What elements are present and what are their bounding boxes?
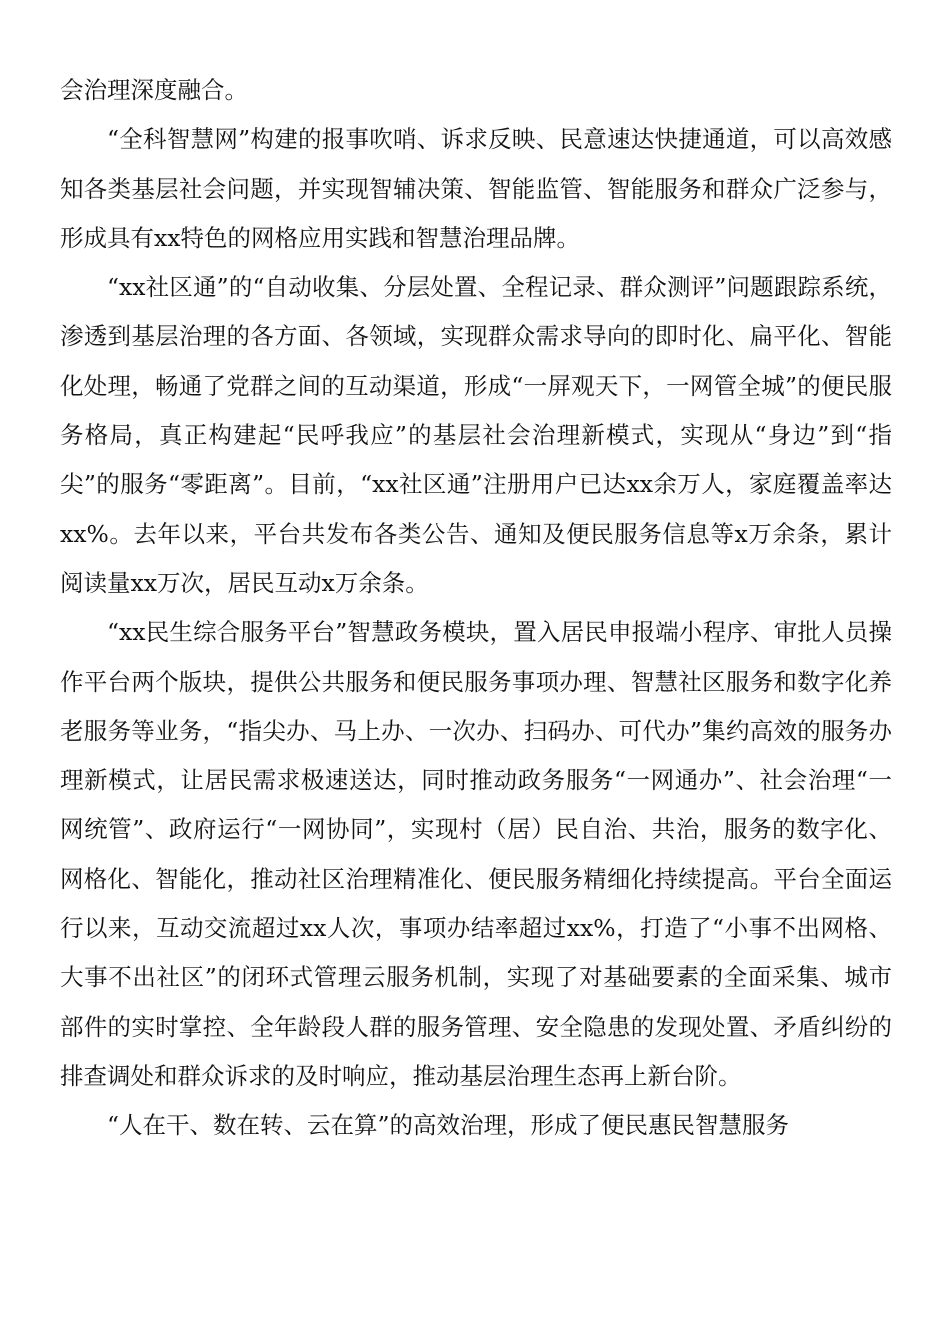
paragraph-service-platform: “xx民生综合服务平台”智慧政务模块，置入居民申报端小程序、审批人员操作平台两个版块，提供公共服务和便民服务事项办理、智慧社区服务和数字化养老服务等业务，“指尖办、马上办、一次办、扫码办、可代办”集约高效的服务办理新模式，让居民需求极速送达，同时推动政务服务“一网通办”、社会治理“一网统管”、政府运行“一网协同”，实现村（居）民自治、共治，服务的数字化、网格化、智能化，推动社区治理精准化、便民服务精细化持续提高。平台全面运行以来，互动交流超过xx人次，事项办结率超过xx%，打造了“小事不出网格、大事不出社区”的闭环式管理云服务机制，实现了对基础要素的全面采集、城市部件的实时掌控、全年龄段人群的服务管理、安全隐患的发现处置、矛盾纠纷的排查调处和群众诉求的及时响应，推动基层治理生态再上新台阶。 xyxy=(60,618,892,1090)
paragraph-smart-grid: “全科智慧网”构建的报事吹哨、诉求反映、民意速达快捷通道，可以高效感知各类基层社会问题，并实现智辅决策、智能监管、智能服务和群众广泛参与，形成具有xx特色的网格应用实践和智慧治理品牌。 xyxy=(60,125,892,252)
paragraph-community-app: “xx社区通”的“自动收集、分层处置、全程记录、群众测评”问题跟踪系统，渗透到基层治理的各方面、各领域，实现群众需求导向的即时化、扁平化、智能化处理，畅通了党群之间的互动渠道，形成“一屏观天下，一网管全城”的便民服务格局，真正构建起“民呼我应”的基层社会治理新模式，实现从“身边”到“指尖”的服务“零距离”。目前，“xx社区通”注册用户已达xx余万人，家庭覆盖率达xx%。去年以来，平台共发布各类公告、通知及便民服务信息等x万余条，累计阅读量xx万次，居民互动x万余条。 xyxy=(60,273,892,597)
document-body xyxy=(60,66,892,1151)
paragraph-efficient-governance: “人在干、数在转、云在算”的高效治理，形成了便民惠民智慧服务 xyxy=(107,1111,790,1140)
paragraph-continuation: 会治理深度融合。 xyxy=(60,76,248,104)
